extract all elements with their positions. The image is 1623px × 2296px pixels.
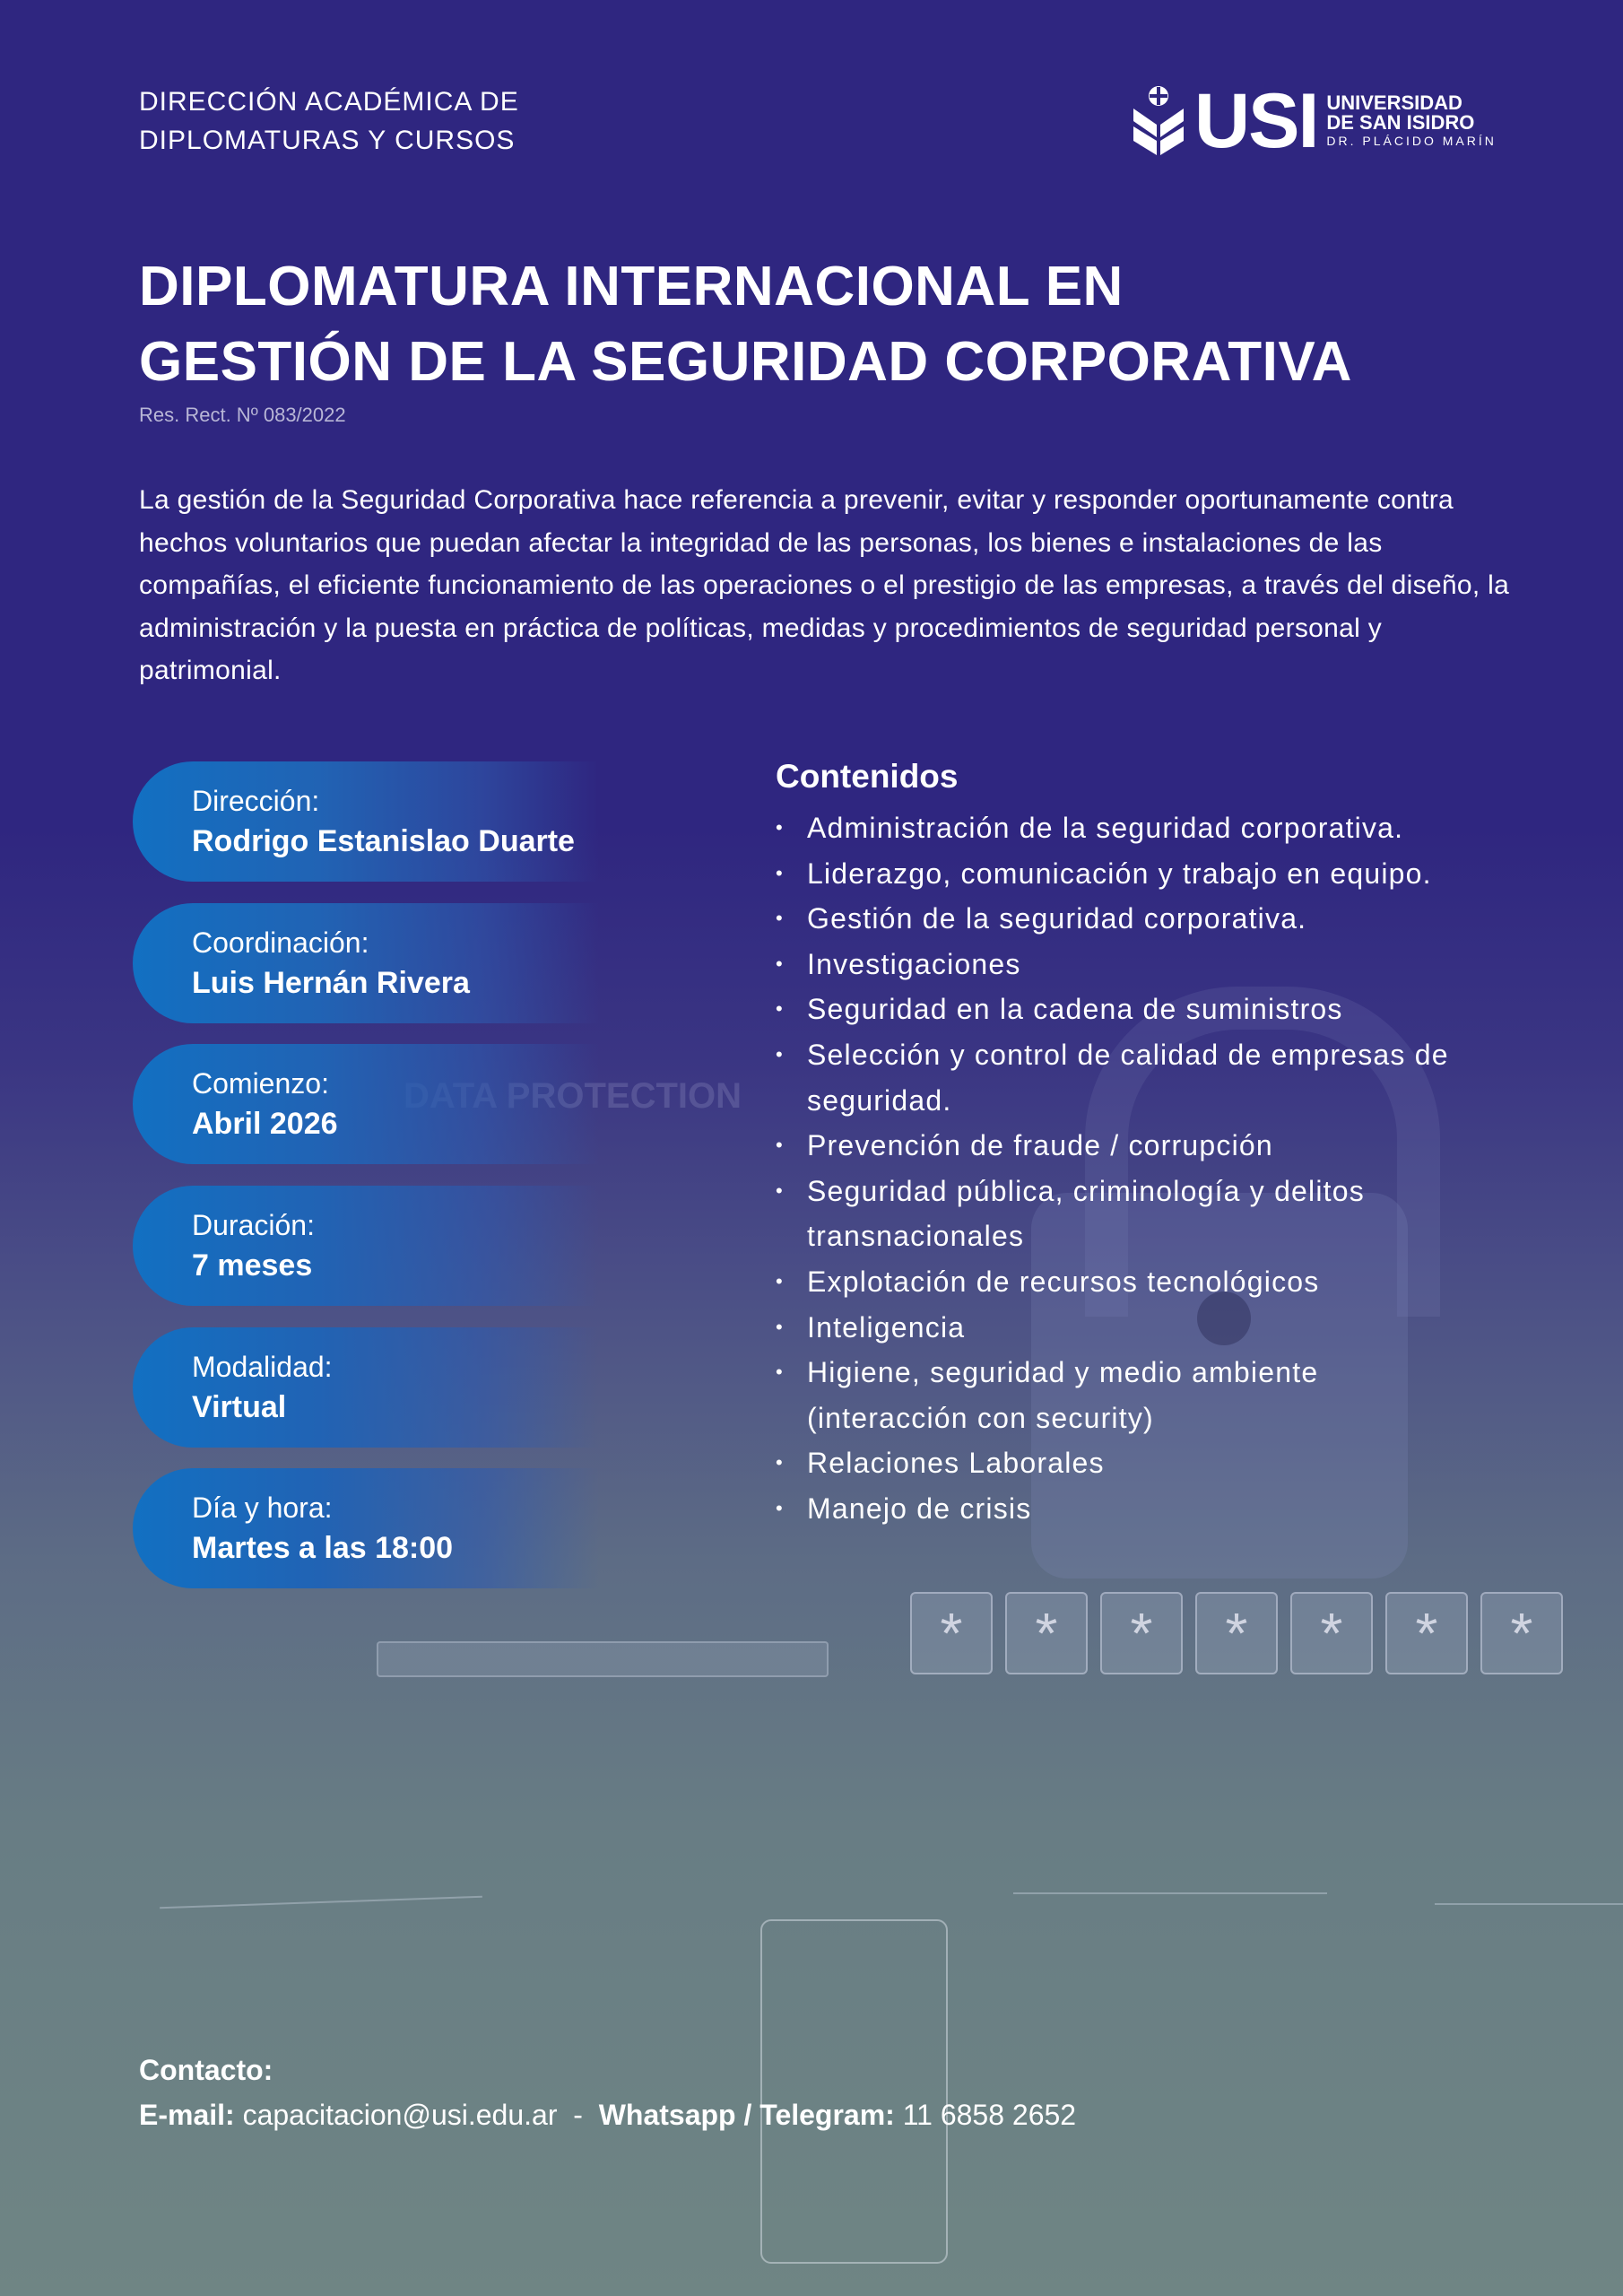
detail-value: Rodrigo Estanislao Duarte xyxy=(192,824,575,858)
logo-line: UNIVERSIDAD xyxy=(1326,91,1462,114)
password-mask-decoration xyxy=(910,1592,1563,1674)
contents-list xyxy=(776,805,1511,1532)
asterisk-icon: * xyxy=(1480,1592,1563,1674)
logo-wordmark xyxy=(1326,93,1496,149)
list-item: • Investigaciones xyxy=(776,942,1471,987)
department-name xyxy=(139,83,519,160)
asterisk-icon: * xyxy=(1100,1592,1183,1674)
email-label: E-mail: xyxy=(139,2099,235,2131)
detail-modalidad xyxy=(133,1327,599,1448)
detail-direccion xyxy=(133,761,599,882)
detail-label: Coordinación: xyxy=(192,926,369,959)
list-item: • Higiene, seguridad y medio ambiente (interacción con security) xyxy=(776,1350,1471,1440)
list-item: • Seguridad en la cadena de suministros xyxy=(776,987,1471,1032)
circuit-line-decoration xyxy=(160,1896,482,1909)
detail-duracion xyxy=(133,1186,599,1306)
list-item: • Manejo de crisis xyxy=(776,1486,1471,1532)
list-item: • Relaciones Laborales xyxy=(776,1440,1471,1486)
title-line: DIPLOMATURA INTERNACIONAL EN xyxy=(139,256,1124,317)
detail-comienzo xyxy=(133,1044,599,1164)
page-title xyxy=(139,249,1352,400)
detail-value: Martes a las 18:00 xyxy=(192,1531,454,1565)
phone-number[interactable]: 11 6858 2652 xyxy=(902,2099,1077,2131)
detail-value: Virtual xyxy=(192,1390,287,1424)
asterisk-icon: * xyxy=(1005,1592,1088,1674)
contact-section xyxy=(139,2048,1076,2137)
detail-label: Modalidad: xyxy=(192,1351,333,1383)
logo-line: DR. PLÁCIDO MARÍN xyxy=(1326,134,1497,148)
detail-label: Día y hora: xyxy=(192,1492,333,1524)
intro-paragraph: La gestión de la Seguridad Corporativa hace referencia a prevenir, evitar y responder oportunamente contra hechos voluntarios que puedan afectar la integridad de las personas, los bienes e instalaciones de las compañías, el eficiente funcionamiento de las operaciones o el prestigio de las empresas, a través del diseño, la administración y la puesta en práctica de políticas, medidas y procedimientos de seguridad personal y patrimonial. xyxy=(139,485,1510,685)
detail-label: Comienzo: xyxy=(192,1067,329,1100)
list-item: • Liderazgo, comunicación y trabajo en equipo. xyxy=(776,851,1471,897)
logo-acronym: USI xyxy=(1194,78,1318,164)
asterisk-icon: * xyxy=(1290,1592,1373,1674)
resolution-number: Res. Rect. Nº 083/2022 xyxy=(139,404,346,426)
detail-label: Dirección: xyxy=(192,785,320,817)
detail-value: Luis Hernán Rivera xyxy=(192,966,470,1000)
wheat-cross-icon xyxy=(1132,85,1185,157)
asterisk-icon: * xyxy=(1195,1592,1278,1674)
list-item: • Gestión de la seguridad corporativa. xyxy=(776,896,1471,942)
email-link[interactable]: capacitacion@usi.edu.ar xyxy=(242,2099,558,2131)
contents-heading: Contenidos xyxy=(776,758,959,795)
list-item: • Selección y control de calidad de empresas de seguridad. xyxy=(776,1032,1471,1123)
detail-value: 7 meses xyxy=(192,1248,313,1283)
detail-label: Duración: xyxy=(192,1209,315,1241)
contents-section xyxy=(776,755,1511,1532)
list-item: • Seguridad pública, criminología y delitos transnacionales xyxy=(776,1169,1471,1259)
separator: - xyxy=(573,2099,583,2131)
list-item: • Prevención de fraude / corrupción xyxy=(776,1123,1471,1169)
password-bar-decoration xyxy=(377,1641,829,1677)
list-item: • Inteligencia xyxy=(776,1305,1471,1351)
circuit-line-decoration xyxy=(1013,1892,1327,1894)
list-item: • Explotación de recursos tecnológicos xyxy=(776,1259,1471,1305)
detail-dia-hora xyxy=(133,1468,599,1588)
department-line: DIPLOMATURAS Y CURSOS xyxy=(139,126,516,155)
logo-line: DE SAN ISIDRO xyxy=(1326,111,1475,134)
watermark-text: PROTECTION xyxy=(506,1076,742,1116)
asterisk-icon: * xyxy=(910,1592,993,1674)
circuit-line-decoration xyxy=(1435,1903,1623,1905)
list-item: • Administración de la seguridad corporativa. xyxy=(776,805,1471,851)
detail-value: Abril 2026 xyxy=(192,1107,338,1141)
detail-coordinacion xyxy=(133,903,599,1023)
title-line: GESTIÓN DE LA SEGURIDAD CORPORATIVA xyxy=(139,331,1352,393)
asterisk-icon: * xyxy=(1385,1592,1468,1674)
contact-heading: Contacto: xyxy=(139,2054,273,2086)
phone-label: Whatsapp / Telegram: xyxy=(598,2099,895,2131)
department-line: DIRECCIÓN ACADÉMICA DE xyxy=(139,87,519,117)
usi-logo xyxy=(1132,78,1497,164)
